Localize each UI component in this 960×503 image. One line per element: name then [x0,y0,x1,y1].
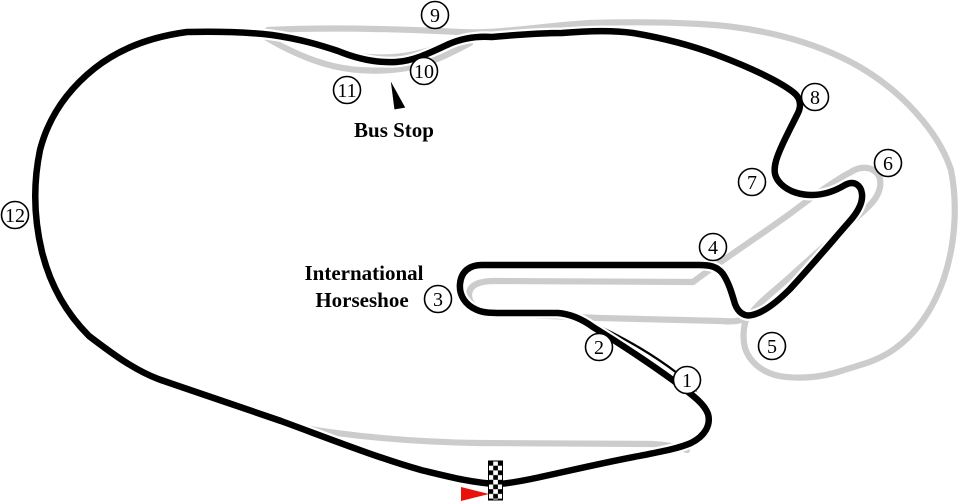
turn-marker-number: 11 [337,80,357,102]
bus-stop-pointer-icon [390,79,406,110]
turn-marker-5 [759,333,786,360]
main-course-casing [35,31,862,484]
turn-marker-number: 12 [5,205,25,227]
corner-labels [304,118,433,312]
turn-marker-number: 3 [433,289,443,311]
turn-marker-2 [586,334,613,361]
turn-marker-number: 7 [747,172,757,194]
turn-marker-number: 8 [810,87,820,109]
turn-marker-1 [674,367,701,394]
turn-marker-9 [422,2,449,29]
turn-marker-number: 4 [708,237,718,259]
turn-marker-number: 10 [414,61,434,83]
turn-marker-number: 5 [767,336,777,358]
turn-marker-10 [411,58,438,85]
turn-marker-6 [875,150,902,177]
start-finish-checkered-strip [489,461,503,500]
turn-markers [2,2,902,394]
alternate-course [262,22,955,450]
label-bus-stop: Bus Stop [354,118,434,142]
turn-marker-12 [2,202,29,229]
turn-marker-7 [739,169,766,196]
turn-marker-8 [802,84,829,111]
turn-marker-number: 1 [682,370,692,392]
turn-marker-4 [700,234,727,261]
main-course-line [35,31,862,484]
main-course [35,31,862,484]
turn-marker-11 [334,77,361,104]
label-international-horseshoe-line1: International [304,261,424,285]
race-direction-arrow-icon [461,487,489,501]
turn-marker-number: 9 [430,5,440,27]
turn-marker-3 [425,286,452,313]
turn-marker-number: 6 [883,153,893,175]
label-international-horseshoe-line2: Horseshoe [315,288,409,312]
turn-marker-number: 2 [594,337,604,359]
